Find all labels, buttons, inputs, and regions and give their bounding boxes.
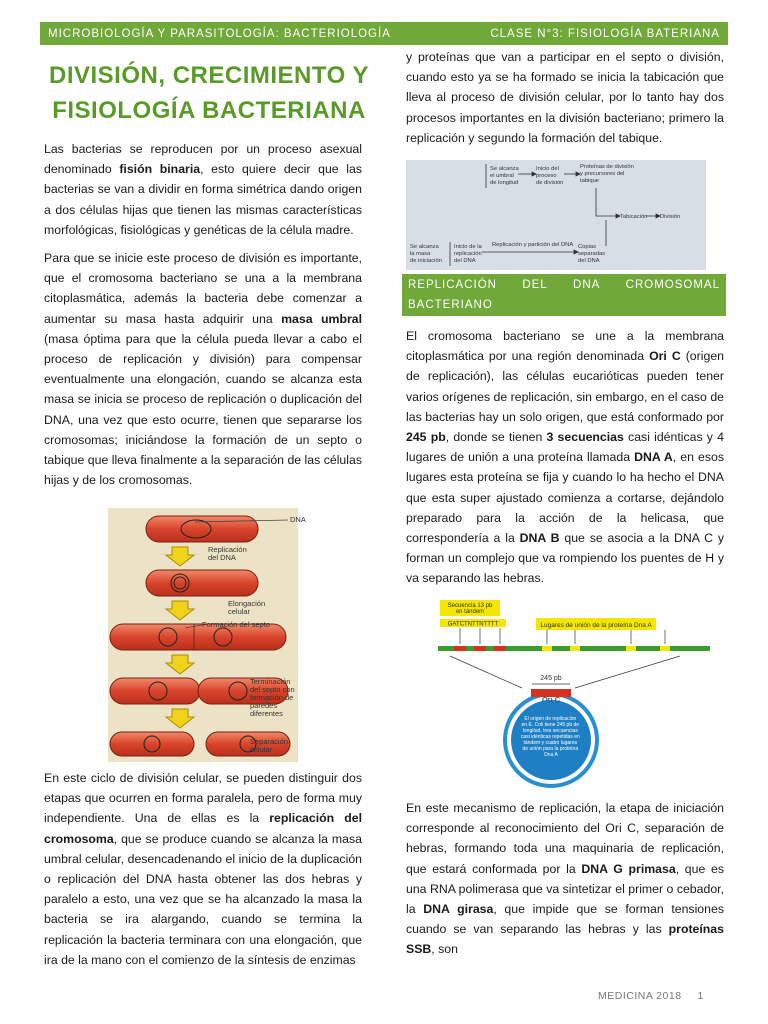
svg-text:245 pb: 245 pb bbox=[540, 675, 562, 682]
svg-text:Terminación del septo con: Terminación del septo con formación de paredes diferentes bbox=[250, 677, 295, 718]
svg-text:Secuencia 13 pben tándem: Secuencia 13 pb en tándem bbox=[447, 603, 493, 615]
svg-text:Replicación y partición del DN: Replicación y partición del DNA bbox=[492, 242, 574, 248]
svg-text:Proteínas de divisióny precurs: Proteínas de división y precursores del tabique bbox=[580, 164, 634, 184]
ori-c-figure bbox=[430, 598, 720, 790]
cell-division-diagram bbox=[108, 508, 298, 762]
cell-division-figure bbox=[108, 508, 298, 762]
svg-text:Ori C: Ori C bbox=[541, 695, 561, 704]
cell-division-labels bbox=[202, 508, 370, 768]
paragraph-ciclo-division: En este ciclo de división celular, se pueden distinguir dos etapas que ocurren en forma paralela, pero de forma muy independiente. Una de ellas es la replicación del cromosoma, que se produce cuando se alcanza la masa umbral celular, desencadenando el inicio de la duplicación o replicación del DNA hasta obtener las dos hebras y paralelo a esto, una vez que se ha alcanzado la masa la bacteria se ira alargando, cuando se termina la replicación la bacteria terminara con una elongación, que ira de la mano con el comienzo de la síntesis de enzimas bbox=[44, 771, 363, 967]
svg-text:Inicio de lareplicacióndel DNA: Inicio de la replicación del DNA bbox=[454, 244, 482, 264]
section-heading-replicacion: REPLICACIÓN DEL DNA CROMOSOMAL BACTERIANO bbox=[402, 274, 726, 316]
ori-c-diagram bbox=[430, 598, 720, 790]
right-column-middle bbox=[406, 326, 724, 597]
svg-text:Se alcanzael umbralde longitud: Se alcanza el umbral de longitud bbox=[490, 166, 519, 186]
label-dna: DNA bbox=[290, 515, 306, 524]
paragraph-iniciacion: En este mecanismo de replicación, la etapa de iniciación corresponde al reconocimiento del Ori C, separación de hebras, formando toda una maquinaria de replicación, que estará conformada por la DNA G primasa, que es una RNA polimerasa que va sintetizar el primer o cebador, la DNA girasa, que impide que se forman tensiones cuando se van separando las hebras y las proteínas SSB, son bbox=[406, 801, 724, 957]
svg-text:Tabicación: Tabicación bbox=[620, 214, 648, 220]
paragraph-tabicacion: y proteínas que van a participar en el septo o división, cuando esto ya se ha formado se inicia la tabicación que lleva al proceso de división celular, por lo tanto hay dos procesos importantes en la división bacteriano; primero la replicación y segundo la formación del tabique. bbox=[406, 50, 724, 145]
svg-text:Replicacióndel DNA: Replicación del DNA bbox=[208, 545, 247, 562]
division-flow-figure bbox=[406, 160, 706, 270]
page-footer bbox=[598, 990, 704, 1002]
svg-text:Elongacióncelular: Elongación celular bbox=[228, 599, 266, 616]
left-column-bottom bbox=[44, 768, 362, 978]
page-number: 1 bbox=[697, 990, 704, 1002]
header-class: CLASE N°3: FISIOLOGÍA BATERIANA bbox=[490, 27, 720, 40]
svg-text:División: División bbox=[660, 214, 681, 220]
right-column-top bbox=[406, 47, 724, 156]
svg-text:Copiasseparadasdel DNA: Copias separadas del DNA bbox=[578, 244, 606, 264]
right-column-bottom bbox=[406, 798, 724, 968]
svg-text:El origen de replicación: El origen de replicación en E. Coli tiene 245 pb de longitud, tres secuencias casi idénticas repetidas en tándem y cuatro lugares de unión para la proteína Dna A bbox=[520, 716, 580, 758]
header-course: MICROBIOLOGÍA Y PARASITOLOGÍA: BACTERIOLOGÍA bbox=[48, 27, 391, 40]
paragraph-ori-c: El cromosoma bacteriano se une a la membrana citoplasmática por una región denominada Ori C (origen de replicación), las células eucarióticas pueden tener varios orígenes de replicación, sin embargo, en el caso de las bacterias hay un solo origen, que está conformado por 245 pb, donde se tienen 3 secuencias casi idénticas y 4 lugares de unión a una proteína llamada DNA A, en esos lugares esta proteína se fija y cuando lo ha hecho el DNA que esta super ajustado comienza a cortarse, dejándolo preparado para la acción de la helicasa, que correspondería a la DNA B que se asocia a la DNA C y forman un complejo que va rompiendo los puentes de H y va separando las hebras. bbox=[406, 329, 725, 586]
svg-text:GATCTNTTNTTTT: GATCTNTTNTTTT bbox=[447, 621, 499, 628]
svg-text:Inicio delprocesode división: Inicio del proceso de división bbox=[536, 166, 564, 186]
page-header bbox=[40, 22, 728, 45]
svg-text:Separacióncelular: Separación celular bbox=[250, 737, 288, 754]
page-title: DIVISIÓN, CRECIMIENTO Y FISIOLOGÍA BACTERIANA bbox=[49, 62, 369, 124]
paragraph-fision: Las bacterias se reproducen por un proceso asexual denominado fisión binaria, esto quiere decir que las bacterias se van a dividir en forma simétrica dando origen a dos células hijas que tienen las mismas características morfológicas, fisiológicas y genéticas de la célula madre. bbox=[44, 142, 362, 237]
paragraph-masa-umbral: Para que se inicie este proceso de división es importante, que el cromosoma bacteriano se una a la membrana citoplasmática, además la bacteria debe comenzar a aumentar su masa hasta adquirir una masa umbral (masa óptima para que la célula pueda llevar a cabo el proceso de replicación y división) para compensar eventualmente una elongación, cuando se alcanza esta masa se inicia se proceso de replicación o duplicación del DNA, una vez que esto ocurre, tienen que separarse los cromosomas; iniciándose la formación de un septo o tabique que lleva finalmente a la separación de las células hijas y de los cromosomas. bbox=[44, 251, 362, 488]
footer-course: MEDICINA 2018 bbox=[598, 990, 682, 1002]
left-column-top bbox=[44, 139, 362, 498]
svg-text:Lugares de unión de la proteín: Lugares de unión de la proteína Dna A bbox=[540, 622, 652, 629]
svg-text:Se alcanzala masade iniciación: Se alcanza la masa de iniciación bbox=[410, 244, 442, 264]
label-septo: Formación del septo bbox=[202, 620, 270, 629]
division-flow-diagram bbox=[406, 160, 706, 270]
